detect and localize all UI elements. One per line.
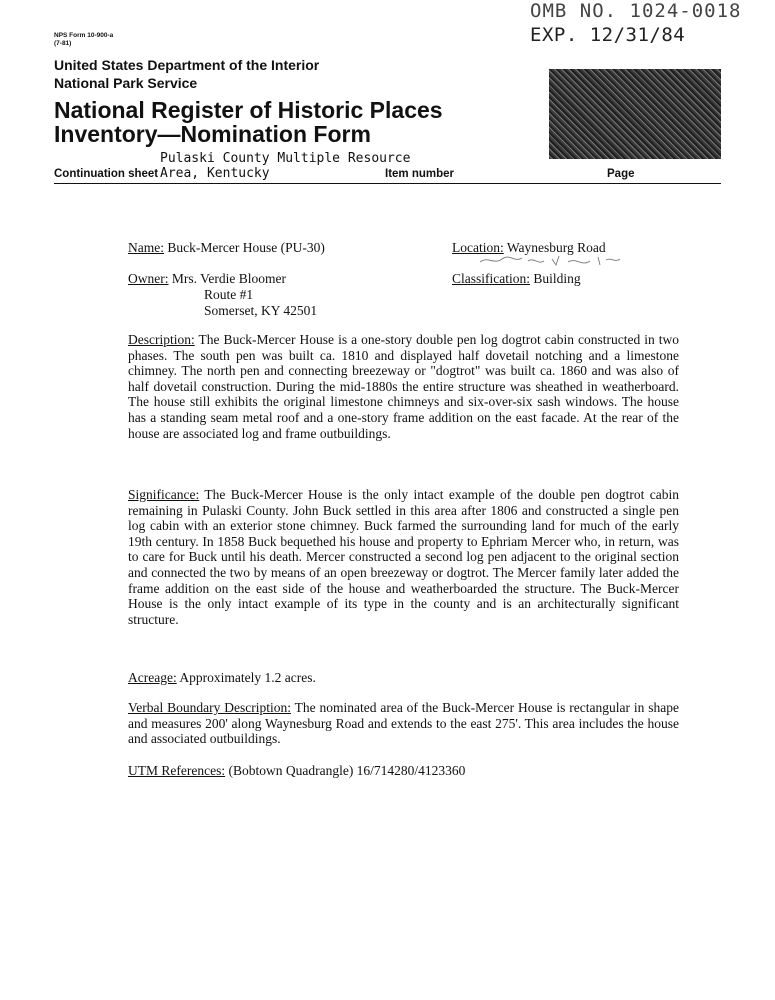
utm-text: (Bobtown Quadrangle) 16/714280/4123360 — [228, 763, 466, 778]
utm-paragraph — [128, 763, 679, 779]
form-date-text: (7-81) — [54, 40, 72, 47]
resource-area-line2: Area, Kentucky — [160, 166, 270, 181]
owner-address-line1: Route #1 — [204, 287, 254, 302]
expiration-date: EXP. 12/31/84 — [530, 24, 686, 46]
name-label: Name: — [128, 240, 164, 255]
header-divider — [54, 183, 721, 184]
classification-value: Building — [533, 271, 581, 286]
page-label: Page — [607, 168, 635, 180]
boundary-paragraph — [128, 700, 679, 747]
continuation-sheet-label: Continuation sheet — [54, 168, 159, 180]
property-name — [128, 240, 325, 256]
owner-name: Mrs. Verdie Bloomer — [171, 271, 286, 286]
service-name: National Park Service — [54, 75, 198, 91]
acreage-paragraph — [128, 670, 679, 686]
resource-area-line1: Pulaski County Multiple Resource — [160, 151, 411, 166]
utm-label: UTM References: — [128, 763, 226, 778]
handwritten-annotation — [478, 253, 628, 270]
owner-address-line2: Somerset, KY 42501 — [204, 303, 318, 318]
description-label: Description: — [128, 332, 195, 347]
form-number — [54, 32, 113, 48]
handwriting-scribble-icon — [478, 253, 628, 267]
name-value: Buck-Mercer House (PU-30) — [167, 240, 325, 255]
boundary-label: Verbal Boundary Description: — [128, 700, 291, 715]
department-name: United States Department of the Interior — [54, 57, 320, 73]
significance-label: Significance: — [128, 487, 200, 502]
form-title-line1: National Register of Historic Places — [54, 97, 443, 123]
classification-label: Classification: — [452, 271, 530, 286]
redacted-stamp-block — [549, 69, 721, 159]
location-label: Location: — [452, 240, 504, 255]
boundary-text: The nominated area of the Buck-Mercer House is rectangular in shape and measures 200' along Waynesburg Road and extends to the east 275'. This area includes the house and associated outbuildings. — [128, 700, 679, 747]
acreage-label: Acreage: — [128, 670, 177, 685]
form-number-text: NPS Form 10-900-a — [54, 32, 114, 39]
classification — [452, 271, 581, 287]
form-title-line2: Inventory—Nomination Form — [54, 121, 371, 147]
description-paragraph — [128, 332, 679, 441]
significance-text: The Buck-Mercer House is the only intact example of the double pen dogtrot cabin remaining in Pulaski County. John Buck settled in this area after 1806 and constructed a single pen log cabin with an exterior stone chimney. Buck farmed the surrounding land for much of the early 19th century. In 1858 Buck bequethed his house and property to Ephriam Mercer who, in return, was to care for Buck until his death. Mercer constructed a second log pen adjacent to the original section and connected the two by means of an open breezeway or dogtrot. The Mercer family later added the frame addition on the east side of the house and weatherboarded the structure. The Buck-Mercer House is the only intact example of its type in the county and is an architecturally significant structure. — [128, 487, 679, 627]
description-text: The Buck-Mercer House is a one-story double pen log dogtrot cabin constructed in two phases. The south pen was built ca. 1810 and displayed half dovetail notching and a limestone chimney. The north pen and connecting breezeway or "dogtrot" was built ca. 1860 and was also of half dovetail construction. During the mid-1880s the entire structure was sheathed in weatherboard. The house still exhibits the original limestone chimneys and six-over-six sash windows. The house has a standing seam metal roof and a one-story frame addition on the east facade. At the rear of the house are associated log and frame outbuildings. — [128, 332, 680, 441]
owner — [128, 271, 286, 287]
significance-paragraph — [128, 487, 679, 627]
item-number-label: Item number — [385, 168, 455, 180]
acreage-text: Approximately 1.2 acres. — [179, 670, 316, 685]
owner-label: Owner: — [128, 271, 169, 286]
location-value: Waynesburg Road — [506, 240, 606, 255]
omb-number: OMB NO. 1024-0018 — [530, 0, 742, 22]
